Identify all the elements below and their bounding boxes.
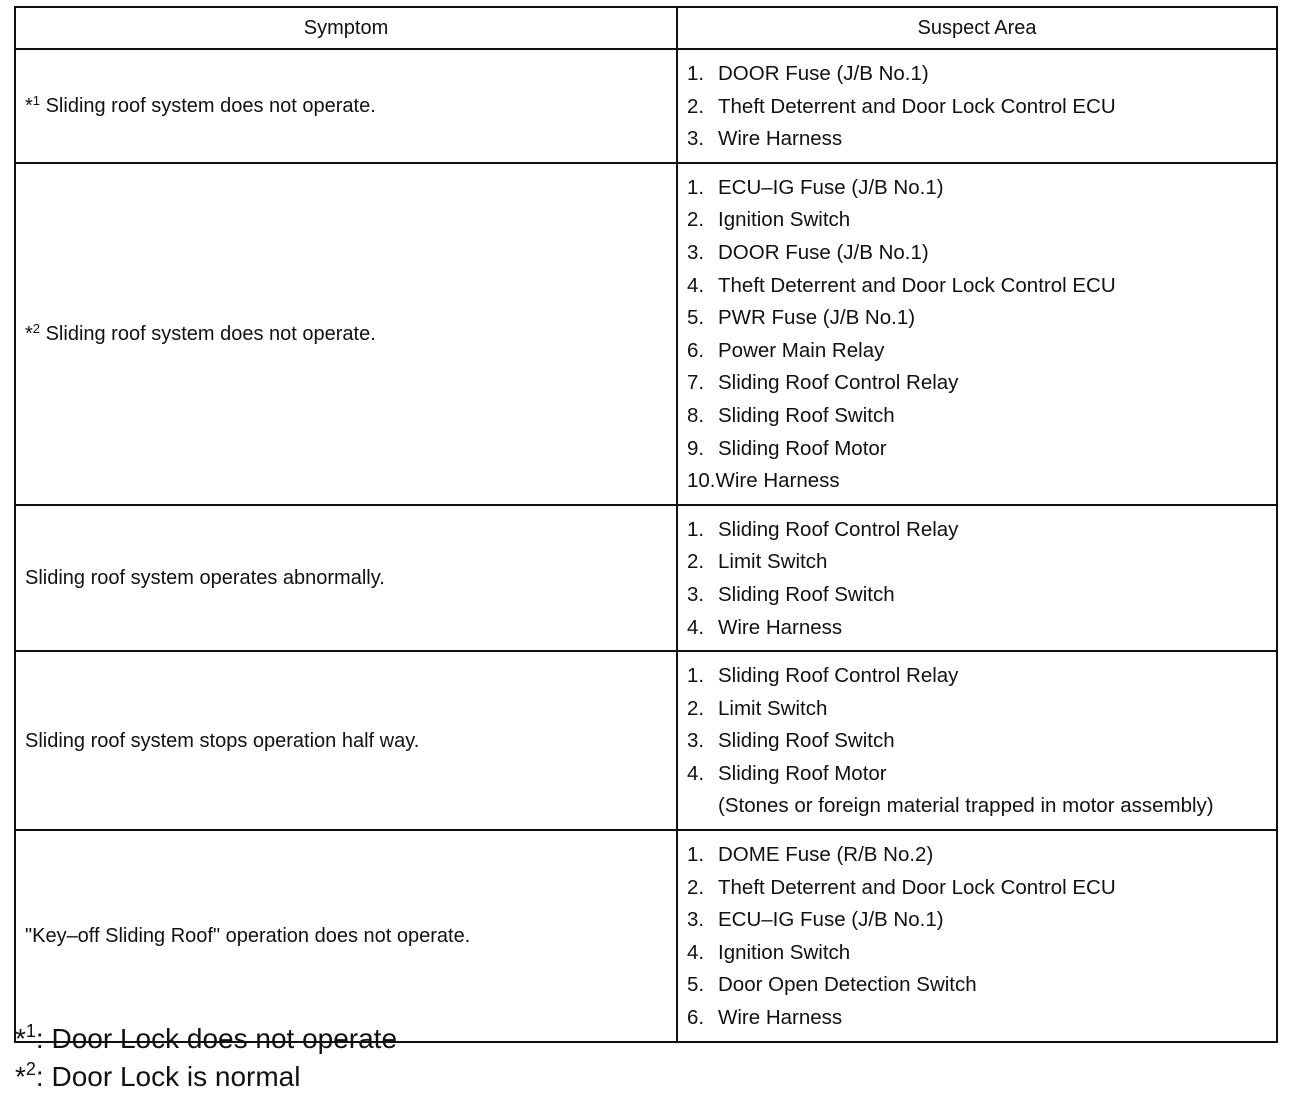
suspect-item-number: 5. <box>687 306 705 330</box>
suspect-item-text: Wire Harness <box>718 615 843 639</box>
suspect-item <box>687 969 1276 1002</box>
footnote-marker-number: 1 <box>25 1021 36 1041</box>
suspect-item <box>687 579 1276 612</box>
suspect-item-text: Sliding Roof Motor <box>718 436 887 460</box>
suspect-item-number: 4. <box>687 940 705 964</box>
suspect-item <box>687 123 1276 156</box>
symptom-cell <box>15 163 677 505</box>
suspect-item <box>687 660 1276 693</box>
suspect-list <box>687 58 1276 156</box>
suspect-item <box>687 91 1276 124</box>
suspect-item-number: 2. <box>687 875 705 899</box>
suspect-item-text: Sliding Roof Control Relay <box>718 517 959 541</box>
suspect-item-number: 9. <box>687 436 705 460</box>
suspect-item-number: 1. <box>687 843 705 867</box>
suspect-item-number: 1. <box>687 517 705 541</box>
suspect-item-number: 3. <box>687 240 705 264</box>
suspect-item-text: Sliding Roof Motor <box>718 761 887 785</box>
suspect-item-text: DOOR Fuse (J/B No.1) <box>718 62 929 85</box>
suspect-item <box>687 58 1276 91</box>
suspect-item-text: Sliding Roof Control Relay <box>718 371 959 395</box>
suspect-area-cell <box>677 830 1277 1042</box>
suspect-item <box>687 172 1276 205</box>
suspect-item-number: 2. <box>687 208 705 232</box>
table-row <box>15 505 1277 651</box>
suspect-item-number: 7. <box>687 371 705 395</box>
suspect-item <box>687 546 1276 579</box>
suspect-item <box>687 335 1276 368</box>
suspect-item <box>687 904 1276 937</box>
suspect-item-number: 5. <box>687 973 705 997</box>
suspect-item <box>687 758 1276 791</box>
suspect-area-cell <box>677 49 1277 163</box>
suspect-area-cell <box>677 505 1277 651</box>
suspect-item <box>687 1002 1276 1035</box>
diagnosis-table <box>14 6 1278 1043</box>
suspect-item <box>687 937 1276 970</box>
suspect-item-text: Limit Switch <box>718 696 828 720</box>
suspect-item-note: (Stones or foreign material trapped in motor assembly) <box>718 794 1214 818</box>
suspect-area-header: Suspect Area <box>677 7 1277 49</box>
suspect-item-text: Sliding Roof Control Relay <box>718 664 959 688</box>
table-header-row <box>15 7 1277 49</box>
suspect-item-number: 3. <box>687 582 705 606</box>
suspect-list <box>687 660 1276 790</box>
suspect-item-text: DOME Fuse (R/B No.2) <box>718 843 934 867</box>
suspect-item-text: Theft Deterrent and Door Lock Control ECU <box>718 273 1116 297</box>
suspect-item <box>687 872 1276 905</box>
footnote-text: : Door Lock does not operate <box>35 1023 398 1054</box>
footnote <box>15 1058 397 1096</box>
symptom-cell <box>15 49 677 163</box>
suspect-item <box>687 367 1276 400</box>
suspect-item-number: 10. <box>687 469 716 493</box>
suspect-list <box>687 514 1276 644</box>
suspect-item-text: Theft Deterrent and Door Lock Control ECU <box>718 94 1116 118</box>
symptom-text: Sliding roof system operates abnormally. <box>25 566 385 589</box>
table-row <box>15 830 1277 1042</box>
suspect-item-text: Power Main Relay <box>718 338 885 362</box>
suspect-item-text: Wire Harness <box>718 1006 843 1030</box>
suspect-item <box>687 693 1276 726</box>
suspect-item-text: Wire Harness <box>718 127 843 151</box>
suspect-item-text: Ignition Switch <box>718 940 851 964</box>
suspect-item <box>687 237 1276 270</box>
table-body <box>15 49 1277 1042</box>
footnote-text: : Door Lock is normal <box>35 1061 301 1092</box>
suspect-item-number: 3. <box>687 908 705 932</box>
symptom-text: Sliding roof system stops operation half way. <box>25 729 420 752</box>
footnotes <box>15 1020 397 1096</box>
suspect-item-text: Sliding Roof Switch <box>718 403 895 427</box>
suspect-item <box>687 270 1276 303</box>
suspect-item-text: DOOR Fuse (J/B No.1) <box>718 240 929 264</box>
suspect-item-number: 4. <box>687 761 705 785</box>
footnote-marker: * <box>15 1061 26 1092</box>
footnote-marker-number: 2 <box>32 320 41 336</box>
suspect-item-text: Theft Deterrent and Door Lock Control ECU <box>718 875 1116 899</box>
table-row <box>15 49 1277 163</box>
suspect-item-number: 3. <box>687 729 705 753</box>
suspect-item-number: 4. <box>687 273 705 297</box>
suspect-area-cell <box>677 651 1277 830</box>
suspect-item-text: Ignition Switch <box>718 208 851 232</box>
symptom-cell <box>15 651 677 830</box>
suspect-item-text: Door Open Detection Switch <box>718 973 977 997</box>
suspect-item <box>687 302 1276 335</box>
suspect-item-text: ECU–IG Fuse (J/B No.1) <box>718 175 944 199</box>
symptom-cell <box>15 505 677 651</box>
footnote-marker: * <box>25 322 33 345</box>
suspect-item-number: 8. <box>687 403 705 427</box>
suspect-item <box>687 204 1276 237</box>
suspect-item-number: 2. <box>687 94 705 118</box>
suspect-item-number: 3. <box>687 127 705 151</box>
footnote-marker-number: 2 <box>25 1059 36 1079</box>
suspect-item-text: Limit Switch <box>718 550 828 574</box>
symptom-text: "Key–off Sliding Roof" operation does not operate. <box>25 924 471 947</box>
symptom-text: Sliding roof system does not operate. <box>40 322 376 345</box>
table-row <box>15 651 1277 830</box>
suspect-item <box>687 514 1276 547</box>
suspect-item-text: Wire Harness <box>715 469 840 493</box>
suspect-item-number: 1. <box>687 175 705 199</box>
suspect-area-cell <box>677 163 1277 505</box>
suspect-item-text: Sliding Roof Switch <box>718 582 895 606</box>
suspect-item-number: 1. <box>687 664 705 688</box>
suspect-item <box>687 400 1276 433</box>
suspect-item-number: 4. <box>687 615 705 639</box>
suspect-item <box>687 465 1276 498</box>
suspect-item-text: PWR Fuse (J/B No.1) <box>718 306 916 330</box>
suspect-item <box>687 433 1276 466</box>
symptom-header: Symptom <box>15 7 677 49</box>
footnote <box>15 1020 397 1058</box>
symptom-text: Sliding roof system does not operate. <box>40 94 376 117</box>
footnote-marker: * <box>15 1023 26 1054</box>
suspect-item-number: 6. <box>687 338 705 362</box>
suspect-item-text: ECU–IG Fuse (J/B No.1) <box>718 908 944 932</box>
suspect-item-number: 6. <box>687 1006 705 1030</box>
suspect-item-number: 1. <box>687 62 705 85</box>
suspect-item <box>687 839 1276 872</box>
suspect-item <box>687 612 1276 645</box>
suspect-item-number: 2. <box>687 550 705 574</box>
suspect-item-number: 2. <box>687 696 705 720</box>
footnote-marker: * <box>25 94 33 117</box>
symptom-cell <box>15 830 677 1042</box>
suspect-item <box>687 725 1276 758</box>
suspect-item-text: Sliding Roof Switch <box>718 729 895 753</box>
suspect-list <box>687 172 1276 498</box>
footnote-marker-number: 1 <box>32 92 41 108</box>
table-row <box>15 163 1277 505</box>
suspect-list <box>687 839 1276 1035</box>
